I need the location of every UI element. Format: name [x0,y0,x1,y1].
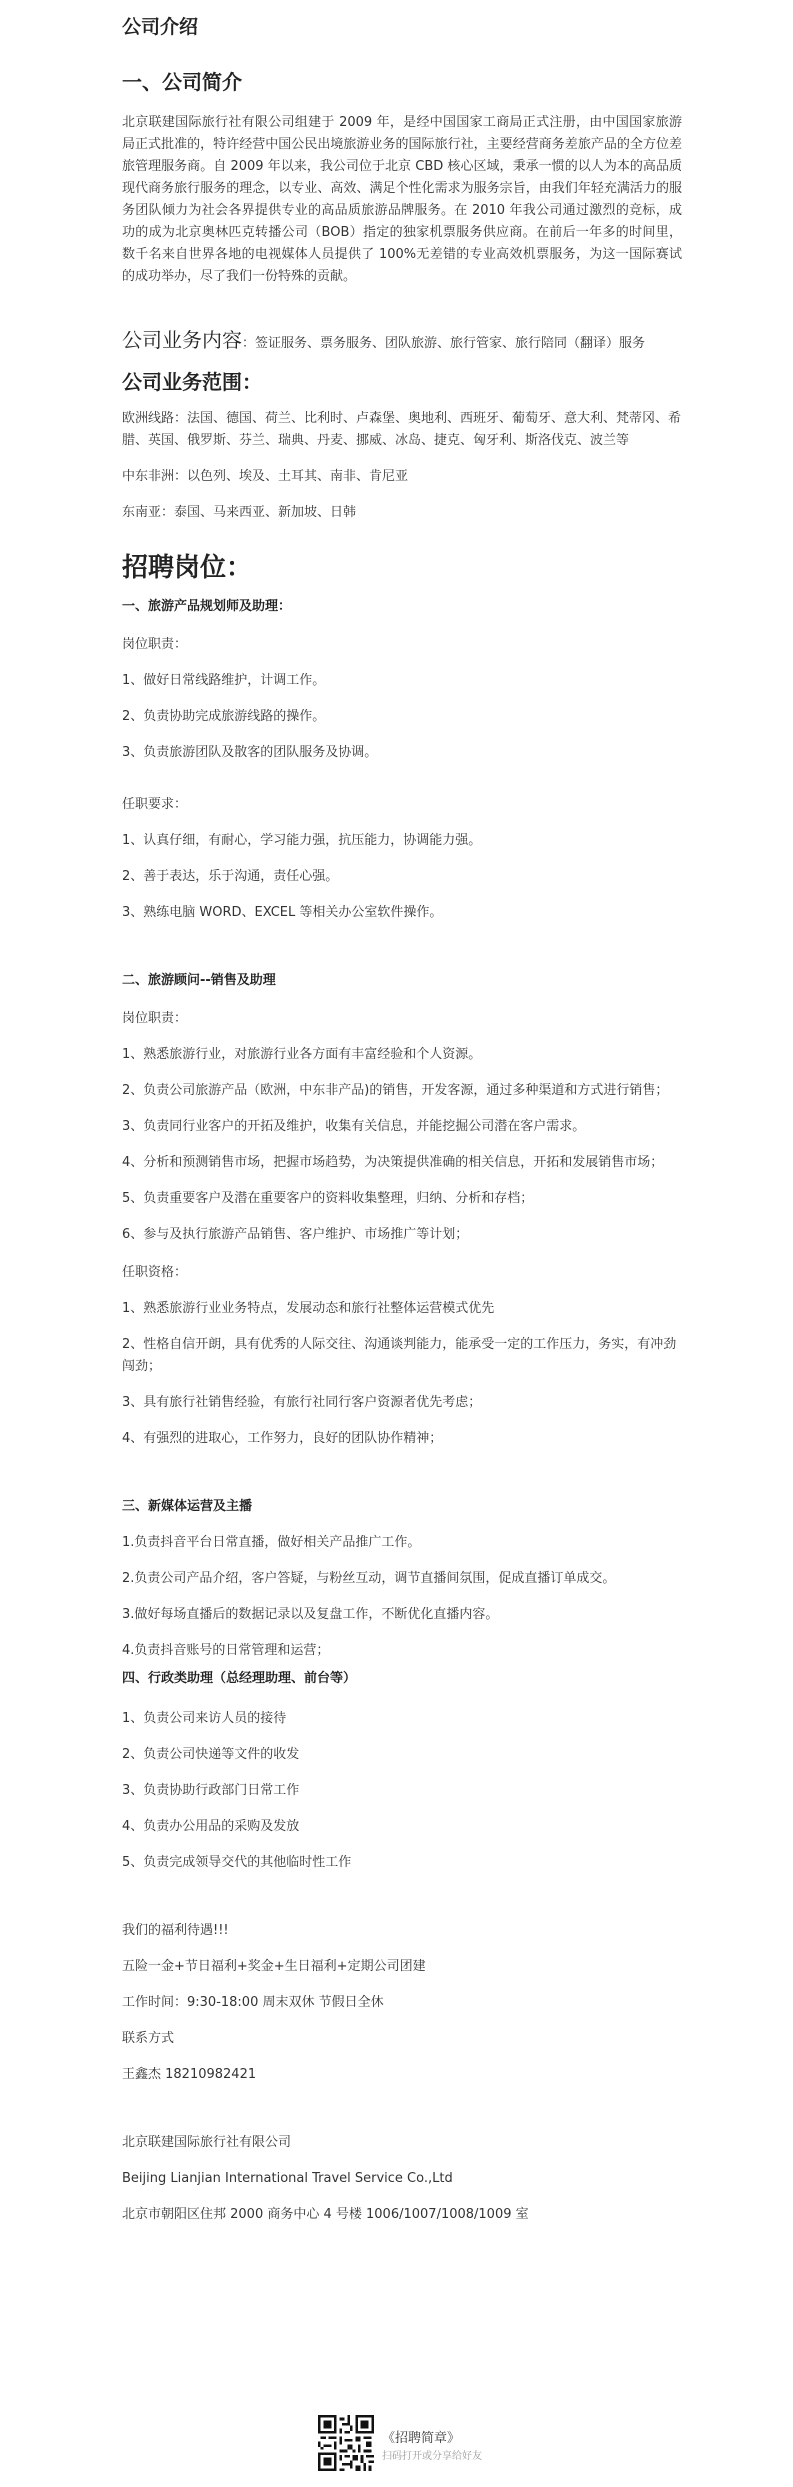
scope-heading: 公司业务范围： [122,370,262,394]
job3-item: 2.负责公司产品介绍，客户答疑，与粉丝互动，调节直播间氛围，促成直播订单成交。 [122,1571,616,1586]
job4-item: 5、负责完成领导交代的其他临时性工作 [122,1855,352,1870]
job2-duties-label: 岗位职责： [122,1011,188,1026]
job2-requirement: 2、性格自信开朗，具有优秀的人际交往、沟通谈判能力，能承受一定的工作压力，务实，有冲劲闯劲； [122,1337,677,1374]
job2-duty: 4、分析和预测销售市场，把握市场趋势，为决策提供准确的相关信息，开拓和发展销售市场； [122,1155,664,1170]
job2-duty: 1、熟悉旅游行业，对旅游行业各方面有丰富经验和个人资源。 [122,1047,482,1062]
job1-duty: 1、做好日常线路维护，计调工作。 [122,673,326,688]
business-line [122,328,682,356]
job1-duty: 3、负责旅游团队及散客的团队服务及协调。 [122,745,378,760]
benefits-heading: 我们的福利待遇!!! [122,1923,229,1938]
job3-item: 4.负责抖音账号的日常管理和运营； [122,1643,330,1658]
job1-requirement: 1、认真仔细，有耐心，学习能力强，抗压能力，协调能力强。 [122,833,482,848]
business-text: ：签证服务、票务服务、团队旅游、旅行管家、旅行陪同（翻译）服务 [242,336,646,351]
job3-title: 三、新媒体运营及主播 [122,1499,253,1514]
region-middle-east-africa: 中东非洲：以色列、埃及、土耳其、南非、肯尼亚 [122,469,409,484]
job2-requirement: 3、具有旅行社销售经验，有旅行社同行客户资源者优先考虑； [122,1395,482,1410]
job3-item: 1.负责抖音平台日常直播，做好相关产品推广工作。 [122,1535,421,1550]
business-label: 公司业务内容 [122,328,242,352]
job4-item: 3、负责协助行政部门日常工作 [122,1783,300,1798]
company-name-en: Beijing Lianjian International Travel Service Co.,Ltd [122,2171,453,2186]
job1-req-label: 任职要求： [122,797,188,812]
qr-subtitle: 扫码打开或分享给好友 [382,2451,482,2462]
qr-share-block[interactable] [318,2415,518,2479]
job2-req-label: 任职资格： [122,1265,188,1280]
company-address: 北京市朝阳区住邦 2000 商务中心 4 号楼 1006/1007/1008/1009 室 [122,2207,529,2222]
work-hours: 工作时间：9:30-18:00 周末双休 节假日全休 [122,1995,384,2010]
job1-duty: 2、负责协助完成旅游线路的操作。 [122,709,326,724]
job2-requirement: 4、有强烈的进取心，工作努力，良好的团队协作精神； [122,1431,443,1446]
job2-duty: 5、负责重要客户及潜在重要客户的资料收集整理，归纳、分析和存档； [122,1191,534,1206]
region-europe: 欧洲线路：法国、德国、荷兰、比利时、卢森堡、奥地利、西班牙、葡萄牙、意大利、梵蒂冈、希腊、英国、俄罗斯、芬兰、瑞典、丹麦、挪威、冰岛、捷克、匈牙利、斯洛伐克、波兰等 [122,411,682,448]
job2-title: 二、旅游顾问--销售及助理 [122,973,276,988]
job1-requirement: 3、熟练电脑 WORD、EXCEL 等相关办公室软件操作。 [122,905,443,920]
recruit-heading: 招聘岗位： [122,553,253,583]
page-title: 公司介绍 [122,16,199,38]
intro-paragraph: 北京联建国际旅行社有限公司组建于 2009 年，是经中国国家工商局正式注册，由中国国家旅游局正式批准的，特许经营中国公民出境旅游业务的国际旅行社，主要经营商务差旅产品的全方位差旅管理服务商。自 2009 年以来，我公司位于北京 CBD 核心区域，秉承一惯的以人为本的高品质现代商务旅行服务的理念，以专业、高效、满足个性化需求为服务宗旨，由我们年轻充满活力的服务团队倾力为社会各界提供专业的高品质旅游品牌服务。在 2010 年我公司通过激烈的竞标，成功的成为北京奥林匹克转播公司（BOB）指定的独家机票服务供应商。在前后一年多的时间里，数千名来自世界各地的电视媒体人员提供了 100%无差错的专业高效机票服务，为这一国际赛试的成功举办，尽了我们一份特殊的贡献。 [122,115,682,284]
job1-requirement: 2、善于表达，乐于沟通，责任心强。 [122,869,339,884]
benefits-list: 五险一金+节日福利+奖金+生日福利+定期公司团建 [122,1959,426,1974]
contact-label: 联系方式 [122,2031,175,2046]
job2-duty: 3、负责同行业客户的开拓及维护，收集有关信息，并能挖掘公司潜在客户需求。 [122,1119,586,1134]
job4-title: 四、行政类助理（总经理助理、前台等） [122,1671,357,1686]
job2-duty: 2、负责公司旅游产品（欧洲，中东非产品)的销售，开发客源，通过多种渠道和方式进行销售； [122,1083,669,1098]
job4-item: 4、负责办公用品的采购及发放 [122,1819,300,1834]
qr-title: 《招聘简章》 [382,2431,461,2446]
intro-heading: 一、公司简介 [122,70,242,94]
contact-info: 王鑫杰 18210982421 [122,2067,257,2082]
qr-code-icon[interactable] [318,2415,374,2471]
job3-item: 3.做好每场直播后的数据记录以及复盘工作，不断优化直播内容。 [122,1607,499,1622]
job2-duty: 6、参与及执行旅游产品销售、客户维护、市场推广等计划； [122,1227,469,1242]
job1-title: 一、旅游产品规划师及助理： [122,599,292,614]
company-name-cn: 北京联建国际旅行社有限公司 [122,2135,292,2150]
job4-item: 2、负责公司快递等文件的收发 [122,1747,300,1762]
job2-requirement: 1、熟悉旅游行业业务特点，发展动态和旅行社整体运营模式优先 [122,1301,495,1316]
region-southeast-asia: 东南亚：泰国、马来西亚、新加坡、日韩 [122,505,357,520]
job4-item: 1、负责公司来访人员的接待 [122,1711,287,1726]
document-body [122,0,682,2226]
job1-duties-label: 岗位职责： [122,637,188,652]
